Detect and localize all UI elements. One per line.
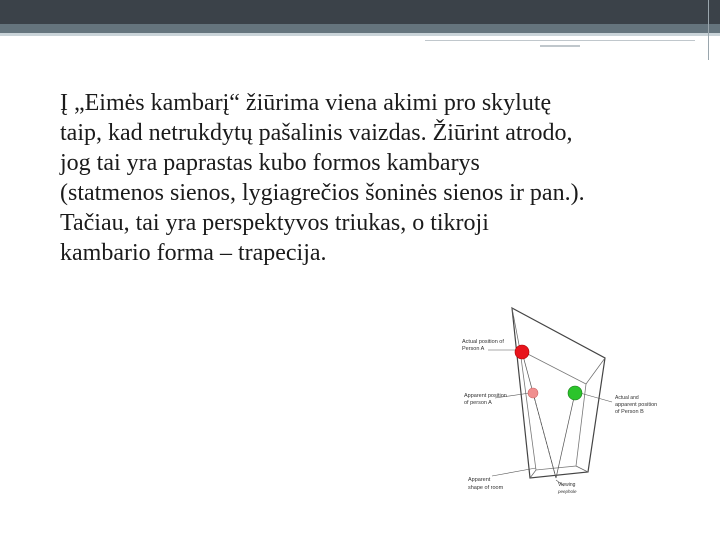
ames-room-diagram xyxy=(440,300,680,510)
body-line: (statmenos sienos, lygiagrečios šoninės sienos ir pan.). xyxy=(60,180,585,206)
body-line: jog tai yra paprastas kubo formos kambarys xyxy=(60,150,480,176)
label-actual-a: Person A xyxy=(462,346,485,352)
person-a-actual-marker xyxy=(515,345,529,359)
sight-line xyxy=(556,393,575,478)
label-actual-a: Actual position of xyxy=(462,339,504,345)
person-a-apparent-marker xyxy=(528,388,538,398)
label-peephole: peephole xyxy=(558,489,577,494)
body-line: taip, kad netrukdytų pašalinis vaizdas. Žiūrint atrodo, xyxy=(60,120,573,146)
header-band xyxy=(0,0,720,24)
label-person-b: Actual and xyxy=(615,395,639,401)
leader-line xyxy=(580,393,612,402)
header-accent-band xyxy=(0,24,720,33)
label-person-b: of Person B xyxy=(615,409,644,415)
decorative-line xyxy=(425,40,695,41)
header-accent-stripe xyxy=(0,33,720,36)
decorative-vertical-line xyxy=(708,0,709,60)
decorative-line xyxy=(540,45,580,47)
label-peephole: Viewing xyxy=(558,482,576,488)
body-line: Tačiau, tai yra perspektyvos triukas, o tikroji xyxy=(60,210,489,236)
projection-line xyxy=(576,466,588,472)
person-b-marker xyxy=(568,386,582,400)
label-apparent-shape: shape of room xyxy=(468,485,504,491)
label-apparent-a: Apparent position xyxy=(464,393,507,399)
projection-line xyxy=(530,470,536,478)
label-person-b: apparent position xyxy=(615,402,658,408)
apparent-room-shape xyxy=(520,350,586,470)
label-apparent-shape: Apparent xyxy=(468,477,491,483)
body-text xyxy=(60,88,700,268)
body-line: Į „Eimės kambarį“ žiūrima viena akimi pro skylutę xyxy=(60,90,552,116)
body-line: kambario forma – trapecija. xyxy=(60,240,327,266)
label-apparent-a: of person A xyxy=(464,400,492,406)
